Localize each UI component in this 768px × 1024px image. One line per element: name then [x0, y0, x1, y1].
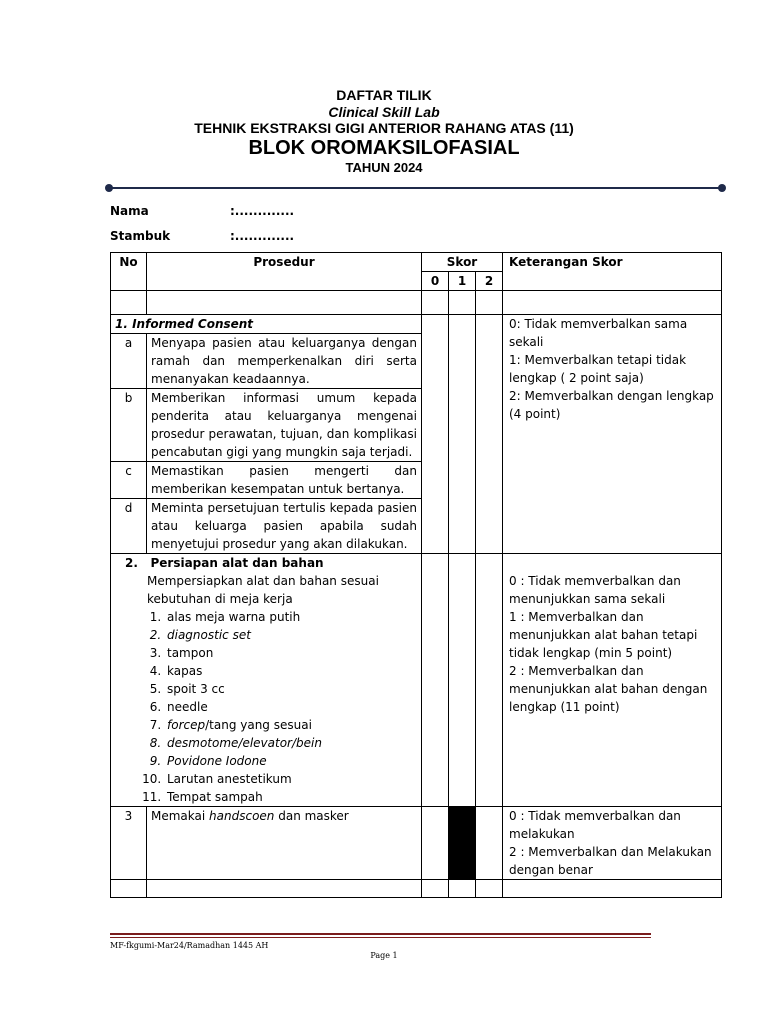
nama-row: [110, 204, 295, 218]
divider-left-dot: [105, 184, 113, 192]
list-item: 2. diagnostic set: [165, 626, 417, 644]
list-item: 3. tampon: [165, 644, 417, 662]
list-item: [165, 716, 417, 734]
score-2-cell[interactable]: [476, 315, 503, 554]
score-2-cell[interactable]: [476, 807, 503, 880]
col-prosedur-header: Prosedur: [147, 253, 422, 291]
doc-title: DAFTAR TILIK: [336, 87, 432, 103]
list-item: 4. kapas: [165, 662, 417, 680]
skor-1-header: 1: [449, 272, 476, 291]
page-number: Page 1: [370, 951, 398, 960]
score-0-cell[interactable]: [422, 554, 449, 807]
ket-text: 0 : Tidak memverbalkan dan melakukan: [509, 809, 681, 841]
row-text: Memberikan informasi umum kepada penderita atau keluarganya mengenai prosedur perawatan, tujuan, dan komplikasi pencabutan gigi yang mungkin saja terjadi.: [147, 389, 422, 462]
section-2-procedure: [111, 554, 422, 807]
section-1-title-row: [111, 315, 722, 334]
header-divider: [108, 187, 722, 189]
section-3-row: [111, 807, 722, 880]
divider-right-dot: [718, 184, 726, 192]
stambuk-label: Stambuk: [110, 229, 171, 243]
score-0-cell[interactable]: [422, 315, 449, 554]
footer-divider-thin: [110, 937, 651, 938]
row-letter: c: [111, 462, 147, 499]
list-item: 9. Povidone Iodone: [165, 752, 417, 770]
nama-label: Nama: [110, 204, 149, 218]
doc-block-title: BLOK OROMAKSILOFASIAL: [248, 137, 520, 159]
skor-0-header: 0: [422, 272, 449, 291]
ket-text: 0: Tidak memverbalkan sama sekali: [509, 317, 688, 349]
ket-text: 2 : Memverbalkan dan Melakukan dengan benar: [509, 845, 712, 877]
table-spacer-row: [111, 291, 722, 315]
footer-code: MF-fkgumi-Mar24/Ramadhan 1445 AH: [110, 941, 269, 950]
score-1-disabled-cell: [449, 807, 476, 880]
section-3-keterangan: [503, 807, 722, 880]
list-item-em: forcep: [167, 718, 206, 732]
footer-divider: [110, 933, 651, 935]
row-letter: d: [111, 499, 147, 554]
list-item: 1. alas meja warna putih: [165, 608, 417, 626]
list-item: 6. needle: [165, 698, 417, 716]
nama-field[interactable]: :.............: [230, 204, 295, 218]
section-3-text-em: handscoen: [209, 809, 275, 823]
section-2-heading: [125, 554, 417, 572]
list-item: 10. Larutan anestetikum: [165, 770, 417, 788]
section-2-title: Persiapan alat dan bahan: [150, 556, 324, 570]
section-2-intro: Mempersiapkan alat dan bahan sesuai kebutuhan di meja kerja: [147, 574, 379, 606]
col-skor-header: Skor: [422, 253, 503, 272]
col-keterangan-header: Keterangan Skor: [503, 253, 722, 291]
section-1-keterangan: [503, 315, 722, 554]
section-1-title: 1. Informed Consent: [111, 315, 422, 334]
stambuk-row: [110, 229, 295, 243]
row-text: Memastikan pasien mengerti dan memberikan kesempatan untuk bertanya.: [147, 462, 422, 499]
row-text: Meminta persetujuan tertulis kepada pasien atau keluarga pasien apabila sudah menyetujui prosedur yang akan dilakukan.: [147, 499, 422, 554]
row-letter: a: [111, 334, 147, 389]
ket-text: 1: Memverbalkan tetapi tidak lengkap ( 2 point saja): [509, 353, 687, 385]
table-empty-row: [111, 880, 722, 898]
stambuk-field[interactable]: :.............: [230, 229, 295, 243]
row-text: Menyapa pasien atau keluarganya dengan ramah dan memperkenalkan diri serta menanyakan keadaannya.: [147, 334, 422, 389]
ket-text: 2: Memverbalkan dengan lengkap (4 point): [509, 389, 714, 421]
list-item: 8. desmotome/elevator/bein: [165, 734, 417, 752]
checklist-table: [110, 252, 722, 898]
section-3-text-post: dan masker: [274, 809, 349, 823]
doc-year: TAHUN 2024: [345, 160, 423, 175]
tool-list: [127, 608, 417, 806]
score-1-cell[interactable]: [449, 554, 476, 807]
skor-2-header: 2: [476, 272, 503, 291]
score-0-cell[interactable]: [422, 807, 449, 880]
doc-subtitle: Clinical Skill Lab: [328, 104, 440, 120]
section-3-no: 3: [111, 807, 147, 880]
ket-text: 1 : Memverbalkan dan menunjukkan alat bahan tetapi tidak lengkap (min 5 point): [509, 610, 698, 660]
row-letter: b: [111, 389, 147, 462]
list-item-suffix: /tang yang sesuai: [205, 718, 312, 732]
list-item: 11. Tempat sampah: [165, 788, 417, 806]
section-2-no: 2.: [125, 556, 138, 570]
table-header-row: [111, 253, 722, 272]
section-2-row: [111, 554, 722, 807]
section-2-keterangan: [503, 554, 722, 807]
score-2-cell[interactable]: [476, 554, 503, 807]
doc-procedure-title: TEHNIK EKSTRAKSI GIGI ANTERIOR RAHANG ATAS (11): [194, 120, 574, 136]
col-no-header: No: [111, 253, 147, 291]
ket-text: 2 : Memverbalkan dan menunjukkan alat bahan dengan lengkap (11 point): [509, 664, 708, 714]
ket-text: 0 : Tidak memverbalkan dan menunjukkan sama sekali: [509, 574, 681, 606]
list-item: 5. spoit 3 cc: [165, 680, 417, 698]
section-3-text-pre: Memakai: [151, 809, 210, 823]
section-3-text: [147, 807, 422, 880]
score-1-cell[interactable]: [449, 315, 476, 554]
